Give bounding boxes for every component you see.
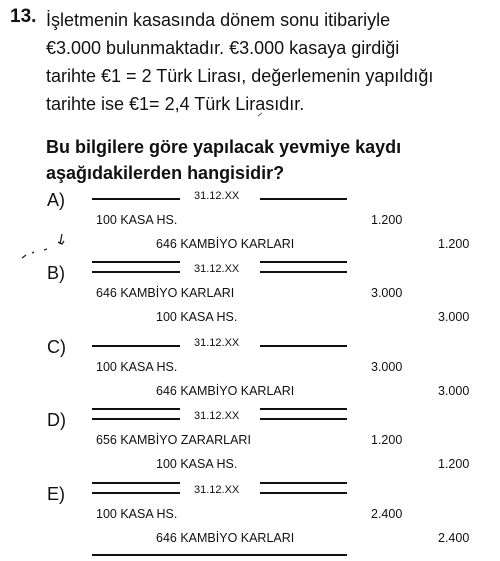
journal-line-bottom <box>92 554 347 556</box>
journal-line-left <box>92 345 180 347</box>
credit-account: 646 KAMBİYO KARLARI <box>156 237 295 251</box>
option-label: D) <box>47 410 66 430</box>
debit-amount: 3.000 <box>371 286 403 300</box>
scan-mark-icon <box>14 228 74 268</box>
journal-date: 31.12.XX <box>194 337 240 349</box>
debit-account: 656 KAMBİYO ZARARLARI <box>96 433 251 447</box>
option-label: A) <box>47 190 65 210</box>
credit-account: 646 KAMBİYO KARLARI <box>156 531 295 545</box>
question-number: 13. <box>10 6 37 27</box>
scan-speck-icon <box>256 110 266 120</box>
question-prompt <box>46 134 490 186</box>
journal-line-left <box>92 492 180 494</box>
debit-amount: 1.200 <box>371 213 403 227</box>
option-label: E) <box>47 484 65 504</box>
option-a[interactable] <box>0 190 500 266</box>
journal-date: 31.12.XX <box>194 410 240 422</box>
debit-account: 100 KASA HS. <box>96 213 178 227</box>
debit-amount: 2.400 <box>371 507 403 521</box>
credit-account: 100 KASA HS. <box>156 457 238 471</box>
journal-line-top <box>92 261 180 263</box>
journal-line-top <box>260 408 347 410</box>
prompt-line: Bu bilgilere göre yapılacak yevmiye kaydı <box>46 137 402 157</box>
journal-line-top <box>92 482 180 484</box>
journal-line-right <box>260 418 347 420</box>
credit-amount: 3.000 <box>438 310 470 324</box>
credit-account: 646 KAMBİYO KARLARI <box>156 384 295 398</box>
journal-date: 31.12.XX <box>194 484 240 496</box>
question-stem <box>46 6 486 118</box>
option-c[interactable] <box>0 337 500 413</box>
journal-line-right <box>260 345 347 347</box>
option-d[interactable] <box>0 410 500 486</box>
debit-amount: 1.200 <box>371 433 403 447</box>
option-e[interactable] <box>0 484 500 560</box>
journal-line-left <box>92 271 180 273</box>
credit-account: 100 KASA HS. <box>156 310 238 324</box>
stem-line: €3.000 bulunmaktadır. €3.000 kasaya girdiği <box>46 38 400 58</box>
stem-line: İşletmenin kasasında dönem sonu itibariyle <box>46 10 391 30</box>
option-label: C) <box>47 337 66 357</box>
credit-amount: 3.000 <box>438 384 470 398</box>
option-label: B) <box>47 263 65 283</box>
option-b[interactable] <box>0 263 500 339</box>
journal-line-top <box>92 408 180 410</box>
journal-line-right <box>260 492 347 494</box>
journal-line-top <box>260 482 347 484</box>
debit-account: 646 KAMBİYO KARLARI <box>96 286 235 300</box>
prompt-line: aşağıdakilerden hangisidir? <box>46 163 285 183</box>
credit-amount: 2.400 <box>438 531 470 545</box>
journal-date: 31.12.XX <box>194 263 240 275</box>
journal-date: 31.12.XX <box>194 190 240 202</box>
debit-amount: 3.000 <box>371 360 403 374</box>
journal-line-right <box>260 198 347 200</box>
debit-account: 100 KASA HS. <box>96 507 178 521</box>
stem-line: tarihte ise €1= 2,4 Türk Lirasıdır. <box>46 94 305 114</box>
stem-line: tarihte €1 = 2 Türk Lirası, değerlemenin yapıldığı <box>46 66 434 86</box>
credit-amount: 1.200 <box>438 237 470 251</box>
journal-line-top <box>260 261 347 263</box>
journal-line-right <box>260 271 347 273</box>
debit-account: 100 KASA HS. <box>96 360 178 374</box>
journal-line-left <box>92 418 180 420</box>
journal-line-left <box>92 198 180 200</box>
credit-amount: 1.200 <box>438 457 470 471</box>
